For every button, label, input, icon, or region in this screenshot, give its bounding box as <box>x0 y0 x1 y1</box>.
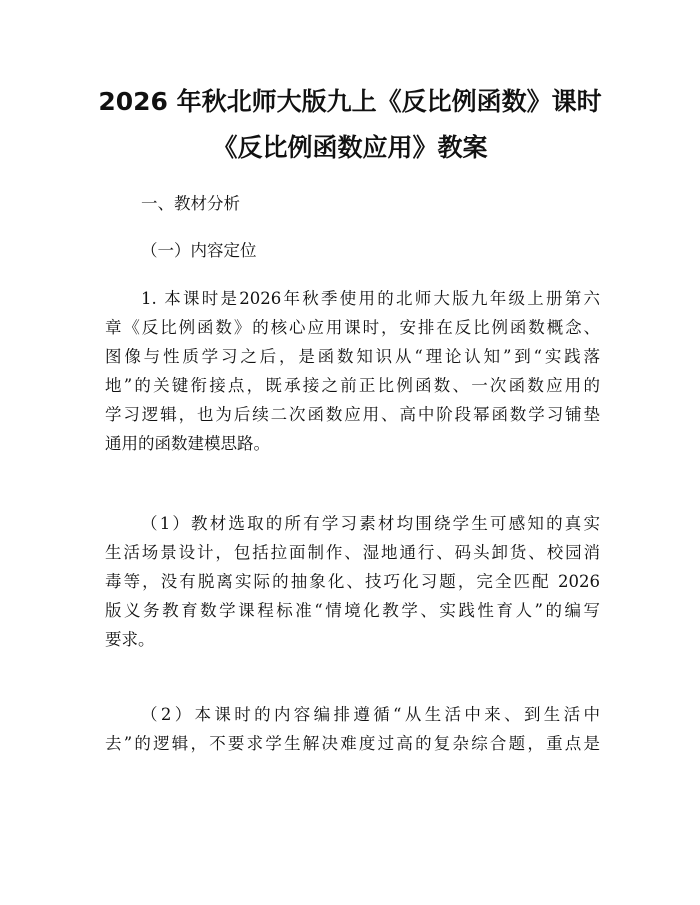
paragraph-1-line: 学习逻辑，也为后续二次函数应用、高中阶段幂函数学习铺垫 <box>105 405 600 424</box>
paragraph-3-line: （2）本课时的内容编排遵循“从生活中来、到生活中 <box>141 705 600 724</box>
paragraph-2 <box>105 509 600 654</box>
paragraph-1 <box>105 284 600 458</box>
paragraph-1-line: 图像与性质学习之后，是函数知识从“理论认知”到“实践落 <box>105 347 600 366</box>
paragraph-1-line: 通用的函数建模思路。 <box>105 434 270 453</box>
paragraph-2-line: 生活场景设计，包括拉面制作、湿地通行、码头卸货、校园消 <box>105 543 600 562</box>
section-heading-textbook-analysis: 一、教材分析 <box>141 194 240 213</box>
document-title-line-2: 《反比例函数应用》教案 <box>212 133 488 162</box>
paragraph-1-line: 章《反比例函数》的核心应用课时，安排在反比例函数概念、 <box>105 318 600 337</box>
paragraph-2-line: （1）教材选取的所有学习素材均围绕学生可感知的真实 <box>141 514 600 533</box>
paragraph-1-line: 1. 本课时是2026年秋季使用的北师大版九年级上册第六 <box>141 289 600 308</box>
subsection-heading-content-positioning: （一）内容定位 <box>141 241 257 260</box>
paragraph-2-line: 毒等，没有脱离实际的抽象化、技巧化习题，完全匹配 2026 <box>105 572 600 591</box>
paragraph-1-line: 地”的关键衔接点，既承接之前正比例函数、一次函数应用的 <box>105 376 600 395</box>
paragraph-2-line: 版义务教育数学课程标准“情境化教学、实践性育人”的编写 <box>105 601 600 620</box>
document-title-line-1: 2026 年秋北师大版九上《反比例函数》课时 <box>98 87 602 116</box>
paragraph-3 <box>105 700 600 758</box>
paragraph-2-line: 要求。 <box>105 630 155 649</box>
paragraph-3-line: 去”的逻辑，不要求学生解决难度过高的复杂综合题，重点是 <box>105 734 600 753</box>
